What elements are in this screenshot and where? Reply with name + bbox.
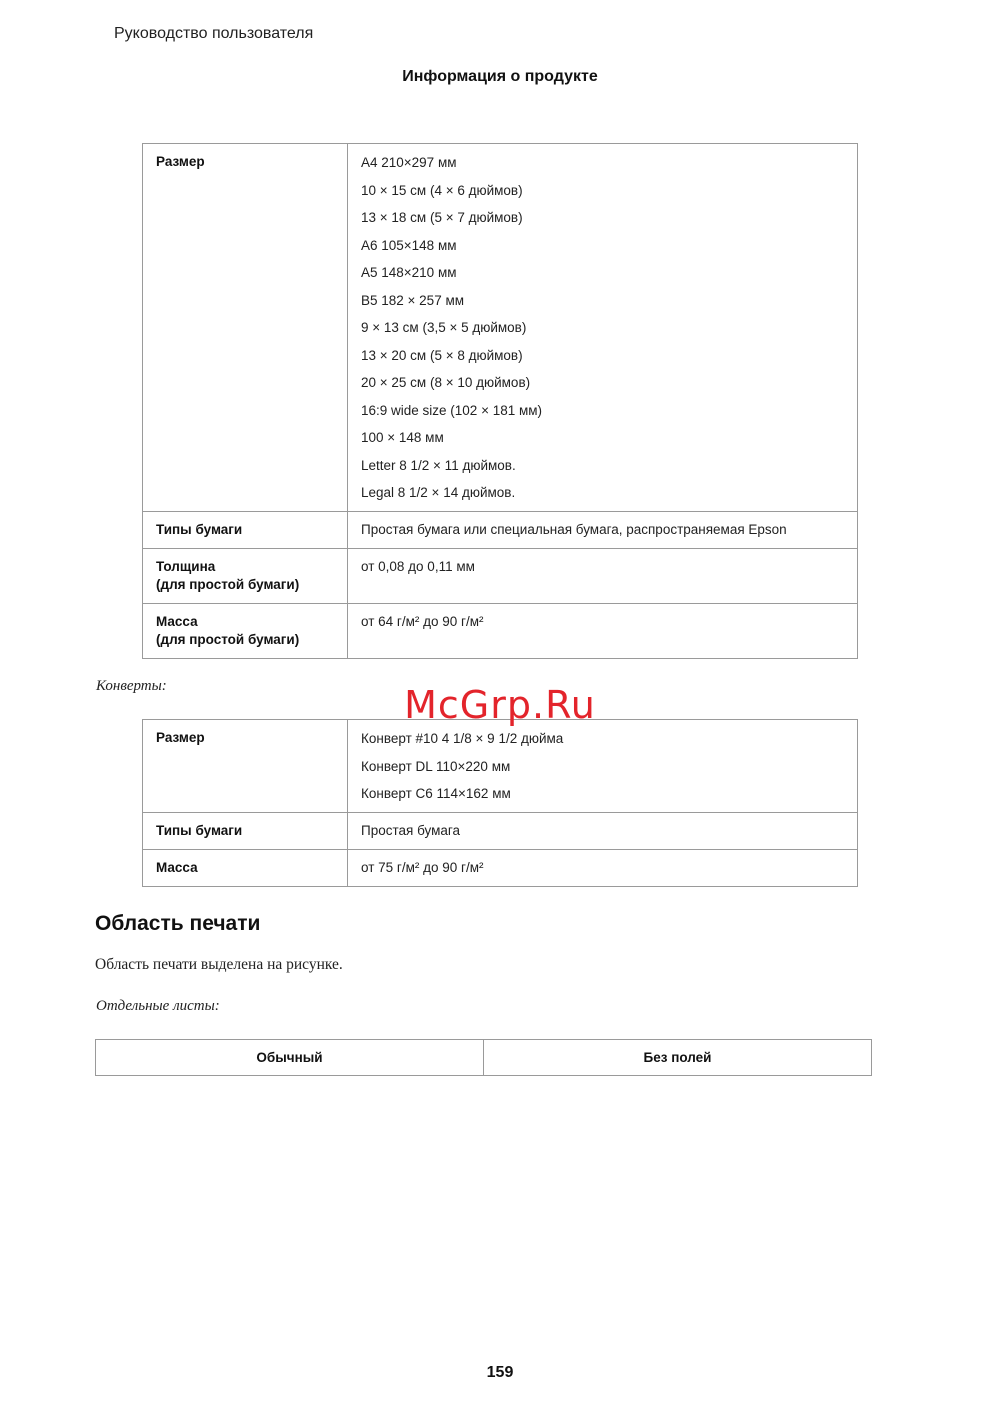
print-area-description: Область печати выделена на рисунке. (95, 956, 343, 973)
label-line: (для простой бумаги) (156, 577, 300, 592)
size-item: 13 × 18 см (5 × 7 дюймов) (361, 210, 523, 225)
size-item: Letter 8 1/2 × 11 дюймов. (361, 457, 516, 473)
row-value-weight: от 64 г/м² до 90 г/м² (348, 604, 858, 659)
single-sheets-subheading: Отдельные листы: (96, 998, 220, 1014)
size-item: A5 148×210 мм (361, 265, 457, 280)
label-line: Масса (156, 614, 198, 629)
label-line: Толщина (156, 559, 216, 574)
paper-spec-table (142, 143, 858, 659)
row-value-paper-types: Простая бумага или специальная бумага, распространяемая Epson (348, 512, 858, 549)
size-item: 13 × 20 см (5 × 8 дюймов) (361, 347, 523, 363)
row-value-size (348, 144, 858, 512)
size-item: Конверт #10 4 1/8 × 9 1/2 дюйма (361, 731, 564, 746)
size-item: 9 × 13 см (3,5 × 5 дюймов) (361, 320, 527, 335)
row-label-paper-types: Типы бумаги (143, 813, 348, 850)
row-label-size: Размер (143, 720, 348, 813)
label-line: (для простой бумаги) (156, 632, 300, 647)
row-label-thickness (143, 549, 348, 604)
size-item: 16:9 wide size (102 × 181 мм) (361, 402, 543, 418)
page-number: 159 (486, 1364, 514, 1381)
watermark: McGrp.Ru (404, 683, 596, 727)
size-item: 10 × 15 см (4 × 6 дюймов) (361, 182, 523, 198)
size-item: A6 105×148 мм (361, 237, 457, 253)
column-header-normal: Обычный (96, 1040, 484, 1076)
print-area-table (95, 1039, 872, 1076)
row-label-paper-types: Типы бумаги (143, 512, 348, 549)
size-item: Legal 8 1/2 × 14 дюймов. (361, 485, 516, 500)
table-row (96, 1040, 872, 1076)
column-header-borderless: Без полей (484, 1040, 872, 1076)
table-row (143, 813, 858, 850)
row-value-paper-types: Простая бумага (348, 813, 858, 850)
table-row (143, 549, 858, 604)
envelope-spec-table (142, 719, 858, 887)
row-label-weight: Масса (143, 850, 348, 887)
envelopes-subheading: Конверты: (96, 678, 167, 694)
row-value-weight: от 75 г/м² до 90 г/м² (348, 850, 858, 887)
section-heading: Информация о продукте (402, 68, 598, 85)
table-row (143, 512, 858, 549)
row-value-size (348, 720, 858, 813)
size-item: Конверт C6 114×162 мм (361, 786, 511, 801)
size-item: A4 210×297 мм (361, 155, 457, 170)
row-label-size: Размер (143, 144, 348, 512)
size-item: B5 182 × 257 мм (361, 292, 465, 308)
row-value-thickness: от 0,08 до 0,11 мм (348, 549, 858, 604)
table-row (143, 604, 858, 659)
table-row (143, 720, 858, 813)
row-label-weight (143, 604, 348, 659)
table-row (143, 850, 858, 887)
size-item: 20 × 25 см (8 × 10 дюймов) (361, 375, 531, 390)
size-item: Конверт DL 110×220 мм (361, 758, 511, 774)
size-item: 100 × 148 мм (361, 430, 444, 445)
table-row (143, 144, 858, 512)
running-title: Руководство пользователя (114, 25, 314, 42)
print-area-title: Область печати (95, 912, 261, 935)
